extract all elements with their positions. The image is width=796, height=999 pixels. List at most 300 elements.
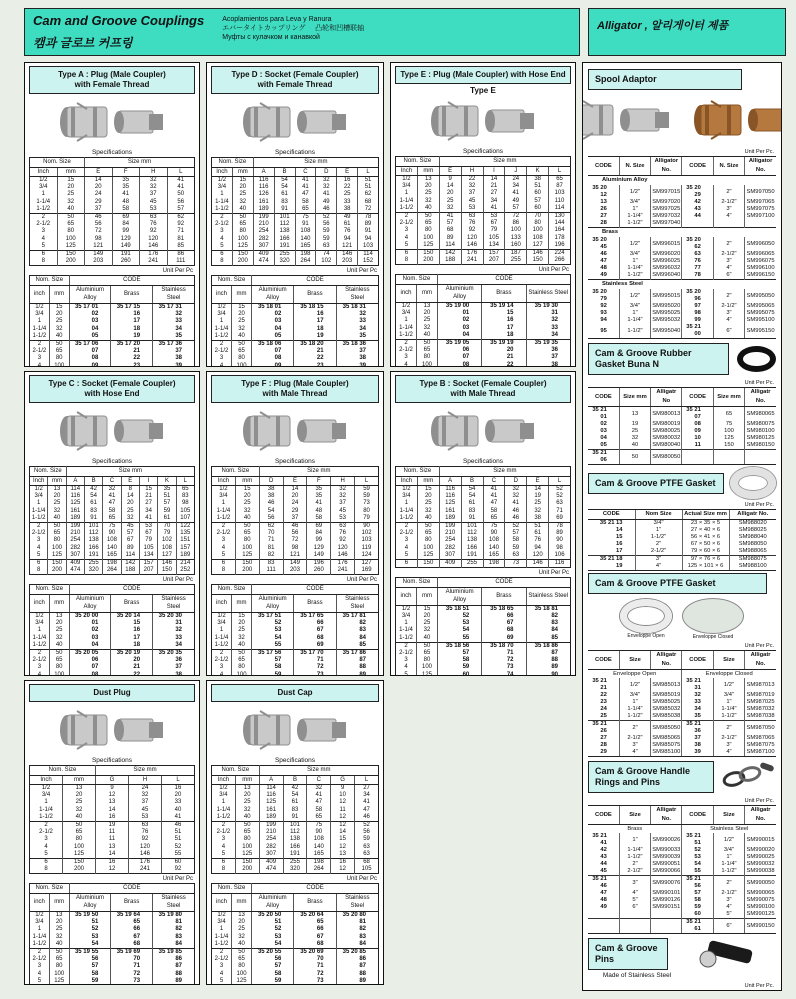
dim-header-B: B — [283, 775, 307, 785]
value-cell: SM995050 — [745, 289, 776, 303]
value-cell: 40 — [619, 442, 650, 450]
dim-value: 10 — [331, 792, 355, 799]
dim-value: 83 — [461, 508, 483, 515]
code-header: CODE — [252, 884, 379, 894]
data-row — [588, 534, 776, 541]
dim-value: 41 — [112, 191, 140, 198]
material-subhead-row — [588, 825, 776, 834]
brass-code: 18 — [111, 326, 153, 333]
nom-mm: 100 — [417, 362, 438, 367]
dim-value: 260 — [307, 567, 331, 575]
nom-inch: 2-1/2 — [216, 530, 231, 537]
code-row — [30, 971, 195, 978]
dim-value: 67 — [483, 220, 505, 227]
dim-value: 127 — [527, 242, 549, 250]
envelope-closed-caption: Enveloppe Closed — [692, 634, 734, 640]
spec-row — [30, 206, 195, 214]
value-cell — [651, 911, 682, 919]
dim-value: 108 — [103, 537, 121, 544]
spec-row — [30, 228, 195, 235]
dim-value: 474 — [259, 866, 283, 874]
dim-value: 45 — [140, 199, 168, 206]
nom-size-header: Nom. Size — [212, 766, 260, 776]
dim-value: 70 — [259, 530, 283, 537]
code-row — [30, 926, 195, 933]
code-row — [212, 919, 379, 926]
value-cell: SM997025 — [652, 206, 681, 212]
data-row — [588, 721, 776, 736]
data-row — [588, 251, 776, 258]
code-row — [396, 302, 571, 310]
nom-inch: 1-1/2 — [32, 641, 47, 648]
handle-rings-svg — [720, 760, 776, 790]
material-group-label: Stainless Steel — [588, 280, 776, 290]
aluminium-code: 06 — [438, 347, 482, 354]
code-cell: 14 — [616, 527, 623, 533]
dim-value: 189 — [253, 206, 274, 214]
nom-mm: 80 — [232, 228, 253, 235]
value-cell: SM997065 — [746, 199, 775, 205]
dim-value: 254 — [259, 836, 283, 843]
nom-inch: 3/4 — [401, 310, 411, 317]
handle-table — [588, 805, 776, 934]
nom-mm: 150 — [235, 560, 259, 568]
dim-value: 48 — [112, 199, 140, 206]
value-cell: SM990126 — [652, 897, 681, 903]
dim-value: 101 — [283, 822, 307, 830]
unit-per-pc-label: Unit Per Pc. — [744, 983, 774, 989]
nom-mm: 65 — [49, 348, 69, 355]
nom-inch: 3 — [37, 355, 42, 362]
code-cell: 16 — [616, 541, 623, 547]
nom-inch: 1-1/4 — [399, 324, 413, 331]
code-cell: 28 — [600, 220, 607, 226]
brass-code: 67 — [294, 934, 336, 941]
nom-inch: 8 — [221, 866, 226, 873]
aluminium-code: 35 18 56 — [438, 642, 482, 650]
brass-code: 70 — [111, 956, 153, 963]
aluminium-code: 08 — [438, 362, 482, 367]
code-cell: 38 — [682, 742, 713, 749]
dim-value: 53 — [483, 213, 505, 221]
value-cell: 4" — [713, 265, 744, 272]
dim-value: 57 — [167, 206, 195, 214]
code-head-row1 — [212, 884, 379, 894]
dim-value: 91 — [84, 515, 102, 523]
brass-code: 35 20 19 — [111, 649, 153, 657]
code-cell: 33 — [682, 699, 713, 706]
dim-value: 51 — [527, 523, 549, 531]
code-cell: 59 — [682, 904, 713, 911]
code-cell: 10 — [682, 435, 713, 442]
aluminium-code: 59 — [438, 664, 482, 671]
nom-mm: 80 — [48, 537, 66, 544]
spec-table-type-f — [211, 466, 379, 575]
dim-value: 41 — [505, 190, 527, 197]
nom-inch: 8 — [404, 257, 409, 264]
dim-value: 125 — [259, 799, 283, 806]
dim-value: 178 — [549, 235, 571, 242]
nom-mm: 25 — [417, 317, 438, 324]
code-row — [30, 672, 195, 676]
aluminium-code: 07 — [252, 348, 294, 355]
dim-value: 90 — [549, 537, 571, 544]
dim-value: 12 — [331, 814, 355, 822]
brass-header: Brass — [482, 284, 526, 302]
nom-size-header: Nom. Size — [30, 766, 96, 776]
value-cell: SM995015 — [651, 289, 682, 303]
dim-value: 80 — [355, 508, 379, 515]
value-cell: SM997040 — [652, 220, 681, 226]
nom-inch: 3 — [404, 354, 408, 361]
code-row — [396, 672, 571, 676]
code-cell: 42 — [600, 847, 607, 853]
spec-row — [396, 537, 571, 544]
dim-value: 255 — [461, 560, 483, 568]
stainless-code: 35 20 35 — [153, 649, 195, 657]
ptfe1-gasket-table-body — [588, 520, 776, 571]
dim-value: 25 — [121, 508, 139, 515]
nom-mm: 20 — [49, 311, 69, 318]
value-cell: SM997020 — [652, 199, 681, 205]
aluminium-code: 57 — [69, 963, 111, 970]
code-row — [396, 620, 571, 627]
dim-value: 409 — [439, 560, 461, 568]
data-row — [588, 435, 776, 442]
code-table-head — [212, 276, 379, 304]
nom-inch: 1 — [41, 191, 45, 198]
dim-value: 409 — [259, 859, 283, 867]
aluminium-code: 51 — [69, 919, 111, 926]
spec-head-row1 — [30, 766, 195, 776]
aluminium-code: 35 18 01 — [252, 303, 294, 311]
spec-row — [212, 177, 379, 185]
brass-code: 67 — [294, 627, 336, 634]
code-row — [396, 642, 571, 650]
value-cell: SM990020 — [746, 847, 775, 853]
value-cell: 1/2" — [619, 289, 650, 303]
nom-inch: 1/2 — [401, 302, 411, 309]
nom-mm: 32 — [417, 627, 438, 634]
stainless-code: 37 — [526, 354, 570, 361]
nom-inch: 1-1/2 — [36, 205, 51, 212]
nom-mm: 50 — [63, 822, 96, 830]
spec-row — [212, 799, 379, 806]
stainless-code: 82 — [153, 926, 195, 933]
aluminium-code: 52 — [252, 926, 294, 933]
stainless-code: 35 19 85 — [153, 948, 195, 956]
nom-mm: 65 — [232, 221, 253, 228]
dim-value: 54 — [259, 508, 283, 515]
dim-value: 207 — [139, 567, 157, 575]
value-cell: 5" — [619, 897, 650, 904]
stainless-header: Stainless Steel — [526, 284, 570, 302]
spec-table-head — [30, 467, 195, 486]
aluminium-header: Aluminium Alloy — [69, 285, 111, 303]
value-cell: SM987050 — [745, 721, 776, 736]
code-cell: 35 21 31 — [682, 678, 713, 692]
header-row — [588, 510, 776, 520]
dim-value: 35 — [307, 493, 331, 500]
nom-mm: 80 — [417, 537, 439, 544]
value-cell: 3" — [713, 742, 744, 749]
spec-row — [396, 523, 571, 531]
nom-inch: 1 — [404, 190, 409, 197]
aluminium-code: 03 — [69, 318, 111, 325]
nom-mm: 40 — [232, 642, 252, 650]
code-cell: 49 — [600, 904, 607, 910]
value-cell: SM987038 — [746, 713, 775, 719]
value-cell: SM995065 — [746, 303, 775, 309]
stainless-code: 87 — [153, 963, 195, 970]
spec-table-dust-plug — [29, 765, 195, 874]
nom-mm: 25 — [417, 500, 439, 507]
code-row — [212, 333, 379, 341]
nom-mm: 65 — [417, 220, 439, 227]
dim-value: 70 — [527, 213, 549, 221]
nom-mm: 32 — [63, 807, 96, 814]
brass-code: 73 — [294, 672, 336, 676]
nom-mm: 125 — [235, 851, 259, 859]
nom-inch: 2 — [396, 213, 418, 221]
dim-value: 75 — [483, 523, 505, 531]
dim-value: 63 — [461, 213, 483, 221]
code-cell: 35 21 13 — [599, 520, 623, 526]
spec-row — [396, 552, 571, 560]
value-cell: 27 × 40 × 6 — [682, 527, 729, 534]
aluminium-code: 35 19 55 — [69, 948, 111, 956]
brass-code: 35 19 64 — [111, 911, 153, 919]
nom-size-header: Nom. Size — [212, 585, 252, 595]
dim-value: 25 — [337, 191, 358, 198]
panel-type-d — [206, 62, 384, 367]
nom-inch: 2-1/2 — [32, 956, 47, 963]
code-row — [30, 363, 195, 367]
dim-value: 124 — [355, 552, 379, 560]
code-table-dust-cap — [211, 883, 379, 985]
dim-value: 191 — [112, 251, 140, 259]
dim-value: 59 — [158, 508, 176, 515]
data-row — [588, 289, 776, 303]
dim-value: 53 — [129, 814, 162, 822]
column-4 — [582, 62, 782, 991]
code-header: CODE — [69, 585, 194, 595]
aluminium-code: 03 — [252, 318, 294, 325]
dim-value: 409 — [66, 560, 84, 568]
nom-mm: 13 — [232, 911, 252, 919]
dim-value: 14 — [439, 183, 461, 190]
dim-value: 210 — [66, 530, 84, 537]
dim-header-K: K — [527, 166, 549, 176]
nom-mm: 13 — [49, 911, 69, 919]
spec-row — [30, 560, 195, 568]
value-cell: 3/4" — [635, 520, 682, 528]
value-cell: SM996065 — [746, 251, 775, 257]
value-cell: SM985038 — [652, 713, 681, 719]
code-cell: 35 — [682, 713, 713, 721]
dim-value: 119 — [355, 545, 379, 552]
value-cell: 1-1/4" — [619, 706, 650, 713]
nom-inch: 3 — [44, 836, 48, 843]
col-header: Alligatr No. — [745, 388, 776, 407]
dim-value: 282 — [253, 236, 274, 243]
dim-value: 129 — [112, 236, 140, 243]
brass-code: 23 — [294, 363, 336, 367]
spec-head-row1 — [396, 467, 571, 477]
code-table-body — [212, 911, 379, 985]
column-2 — [206, 62, 384, 985]
value-cell: SM990025 — [746, 854, 775, 860]
spool-adaptor-title-line: Spool Adaptor — [595, 74, 657, 84]
dim-value: 37 — [129, 799, 162, 806]
nom-mm: 20 — [232, 184, 253, 191]
brass-code: 68 — [482, 627, 526, 634]
dim-value: 38 — [527, 176, 549, 184]
dim-value: 110 — [549, 198, 571, 205]
value-cell: 67 × 50 × 6 — [682, 541, 729, 548]
nom-mm: 20 — [417, 493, 439, 500]
code-cell: 19 — [588, 563, 635, 571]
dim-value: 196 — [549, 242, 571, 250]
dim-value: 474 — [66, 567, 84, 575]
unit-per-pc-label: Unit Per Pc. — [744, 149, 774, 155]
panel-title-dust-plug — [29, 684, 195, 702]
nom-inch: 4 — [221, 544, 226, 551]
nom-mm: 13 — [417, 176, 439, 184]
page-title: Cam and Groove Couplings — [33, 13, 205, 28]
brass-header: Brass — [111, 594, 153, 612]
brass-code: 73 — [294, 978, 336, 985]
nom-mm: 32 — [235, 807, 259, 814]
dim-value: 165 — [483, 552, 505, 560]
nom-mm: 100 — [49, 971, 69, 978]
code-cell: 78 — [682, 272, 713, 280]
code-row — [212, 355, 379, 362]
code-row — [30, 911, 195, 919]
code-cell: 35 21 41 — [592, 833, 607, 846]
data-row — [588, 317, 776, 324]
spec-row — [396, 242, 571, 250]
stainless-header: Stainless Steel — [336, 285, 378, 303]
nom-inch: 1-1/2 — [214, 940, 229, 947]
value-cell: 1" — [619, 699, 650, 706]
aluminium-code: 06 — [69, 657, 111, 664]
product-image-type-e-svg — [424, 98, 542, 144]
panel-title-type-b — [395, 375, 571, 403]
spec-table-head — [396, 157, 571, 176]
spec-row — [212, 552, 379, 560]
spec-row — [212, 567, 379, 575]
spec-row — [396, 227, 571, 234]
size-mm-header: Size mm — [85, 158, 195, 168]
handle-title — [588, 761, 714, 793]
material-group-label: Brass — [588, 228, 776, 238]
stainless-code: 87 — [336, 657, 378, 664]
dim-value: 191 — [84, 552, 102, 560]
nom-inch: 4 — [219, 362, 224, 367]
dim-value: 62 — [259, 523, 283, 531]
dim-value: 282 — [66, 545, 84, 552]
unit-per-pc-label: Unit Per Pc — [162, 876, 193, 883]
code-row — [30, 941, 195, 949]
data-row — [588, 520, 776, 528]
dim-value: 32 — [140, 184, 168, 191]
spec-head-row2 — [30, 167, 195, 177]
value-cell: 1" — [619, 310, 650, 317]
value-cell: SM990150 — [745, 919, 776, 934]
stainless-code: 32 — [526, 317, 570, 324]
stainless-code: 35 20 85 — [336, 948, 378, 956]
code-cell: 94 — [600, 317, 607, 323]
data-row — [588, 713, 776, 721]
dim-value: 47 — [295, 191, 316, 198]
spec-row — [30, 191, 195, 198]
dim-value: 105 — [176, 508, 194, 515]
value-cell: 1-1/2" — [713, 713, 744, 721]
data-row — [588, 527, 776, 534]
spec-row — [30, 530, 195, 537]
panel-title-line2: with Female Thread — [257, 80, 333, 89]
nom-inch: 6 — [30, 251, 58, 259]
dim-value: 176 — [140, 251, 168, 259]
nom-inch: 6 — [30, 560, 48, 568]
dim-value: 116 — [66, 493, 84, 500]
nom-inch: 4 — [44, 843, 48, 850]
code-header: CODE — [69, 884, 194, 894]
specifications-label: Specifications — [274, 149, 316, 156]
dim-value: 161 — [439, 508, 461, 515]
col-header — [651, 991, 682, 992]
nom-inch: 1/2 — [217, 303, 226, 310]
code-cell: 76 — [682, 258, 713, 265]
dim-value: 53 — [461, 205, 483, 213]
code-row — [30, 612, 195, 620]
spec-row — [212, 560, 379, 568]
data-row — [588, 324, 776, 339]
code-head-row2 — [212, 594, 379, 612]
size-mm-header: Size mm — [253, 158, 378, 168]
nom-inch: 3/4 — [34, 493, 43, 500]
brass-code: 19 — [111, 333, 153, 341]
stainless-code: 83 — [336, 934, 378, 941]
nom-inch: 2-1/2 — [39, 829, 53, 836]
code-table-head — [30, 276, 195, 304]
nom-inch: 1-1/4 — [31, 507, 46, 514]
dim-value: 255 — [84, 560, 102, 568]
code-row — [396, 332, 571, 340]
dim-value: 79 — [158, 530, 176, 537]
value-cell: 1-1/2" — [619, 324, 650, 339]
stainless-code: 32 — [153, 311, 195, 318]
nom-mm: 32 — [48, 508, 66, 515]
dim-value: 37 — [283, 515, 307, 523]
nom-mm: 125 — [49, 978, 69, 985]
value-cell: 2-1/2" — [713, 890, 744, 897]
code-row — [30, 956, 195, 963]
nom-inch: 2-1/2 — [214, 657, 229, 664]
value-cell: 6" — [713, 919, 744, 934]
value-cell: SM990125 — [746, 911, 775, 917]
dim-header-B: B — [84, 476, 102, 486]
brass-code: 65 — [294, 919, 336, 926]
brass-code: 71 — [294, 657, 336, 664]
spec-row — [30, 523, 195, 531]
col-header — [682, 991, 713, 992]
dim-value: 150 — [158, 567, 176, 575]
aluminium-header: Aluminium Alloy — [252, 594, 294, 612]
spec-row — [212, 214, 379, 222]
dim-value: 37 — [331, 500, 355, 507]
